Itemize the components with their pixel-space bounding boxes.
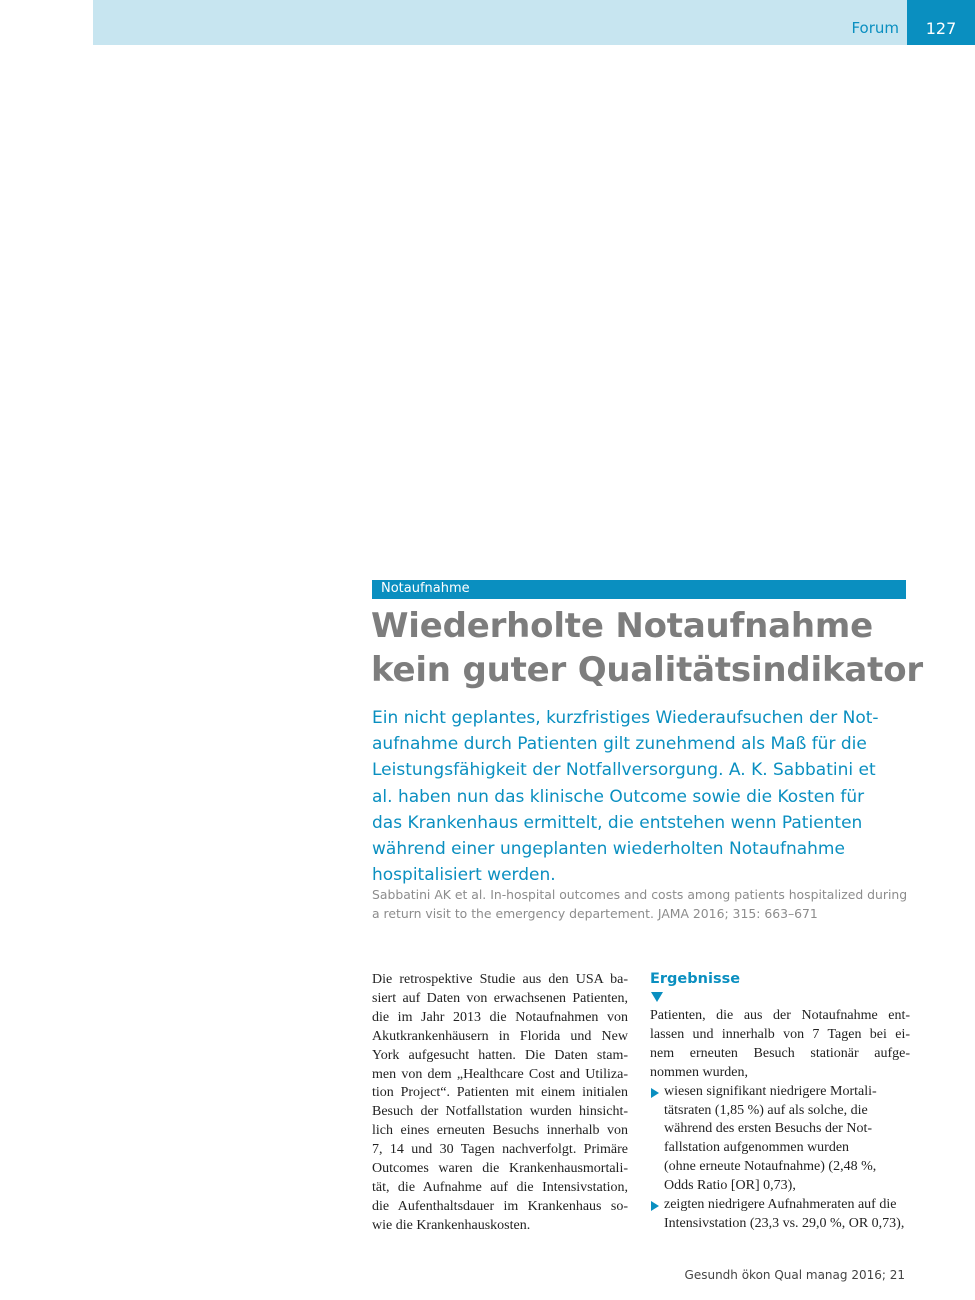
lead-line: Leistungsfähigkeit der Notfallversorgung. A. K. Sabbatini et: [372, 760, 876, 781]
body-line: fallstation aufgenommen wurden: [664, 1140, 850, 1156]
lead-line: aufnahme durch Patienten gilt zunehmend als Maß für die: [372, 734, 867, 755]
body-column-right: [650, 970, 910, 1234]
body-line: Odds Ratio [OR] 0,73),: [664, 1178, 796, 1194]
body-line: lassen und innerhalb von 7 Tagen bei ei-: [650, 1026, 910, 1042]
body-line: während des ersten Besuchs der Not-: [664, 1121, 872, 1137]
triangle-down-icon: [651, 992, 663, 1002]
body-line: lich eines erneuten Besuchs innerhalb von: [372, 1123, 628, 1139]
bullet-arrow-icon: [651, 1088, 659, 1098]
list-item: [650, 1083, 910, 1196]
body-line: siert auf Daten von erwachsenen Patienten,: [372, 990, 628, 1006]
title-line: kein guter Qualitätsindikator: [371, 650, 923, 690]
body-line: nommen wurden,: [650, 1064, 748, 1080]
body-line: tätsraten (1,85 %) auf als solche, die: [664, 1102, 868, 1118]
citation-line: Sabbatini AK et al. In-hospital outcomes and costs among patients hospitalized during: [372, 887, 908, 902]
page-number-box: [907, 0, 975, 45]
section-heading: Ergebnisse: [650, 971, 741, 987]
lead-line: während einer ungeplanten wiederholten Notaufnahme: [372, 839, 845, 860]
lead-line: das Krankenhaus ermittelt, die entstehen wenn Patienten: [372, 812, 863, 833]
lead-line: hospitalisiert werden.: [372, 865, 556, 886]
body-column-left: [372, 971, 628, 1236]
body-line: Outcomes waren die Krankenhausmortali-: [372, 1161, 628, 1177]
body-line: die Aufenthaltsdauer im Krankenhaus so-: [372, 1198, 628, 1214]
article-title: [371, 604, 931, 692]
body-line: (ohne erneute Notaufnahme) (2,48 %,: [664, 1159, 877, 1175]
header-bar: [93, 0, 907, 45]
body-line: Patienten, die aus der Notaufnahme ent-: [650, 1008, 910, 1023]
list-item: [650, 1196, 910, 1234]
body-line: men von dem „Healthcare Cost and Utiliza-: [372, 1066, 628, 1082]
body-line: Akutkrankenhäusern in Florida und New: [372, 1028, 628, 1044]
body-line: 7, 14 und 30 Tagen nachverfolgt. Primäre: [372, 1142, 628, 1158]
lead-line: al. haben nun das klinische Outcome sowie die Kosten für: [372, 786, 865, 807]
title-line: Wiederholte Notaufnahme: [371, 606, 873, 646]
body-line: die im Jahr 2013 die Notaufnahmen von: [372, 1009, 628, 1025]
body-line: nem erneuten Besuch stationär aufge-: [650, 1045, 910, 1061]
lead-line: Ein nicht geplantes, kurzfristiges Wiederaufsuchen der Not-: [372, 708, 879, 728]
article-lead: [372, 705, 932, 888]
citation-line: a return visit to the emergency departement. JAMA 2016; 315: 663–671: [372, 905, 818, 921]
bullet-arrow-icon: [651, 1201, 659, 1211]
body-line: wiesen signifikant niedrigere Mortali-: [664, 1083, 877, 1099]
body-line: Besuch der Notfallstation wurden hinsicht-: [372, 1104, 628, 1120]
body-line: zeigten niedrigere Aufnahmeraten auf die: [664, 1197, 897, 1213]
body-line: tät, die Aufnahme auf die Intensivstation,: [372, 1179, 628, 1195]
journal-footer: Gesundh ökon Qual manag 2016; 21: [684, 1268, 905, 1282]
citation: [372, 886, 932, 923]
body-line: York aufgesucht hatten. Die Daten stam-: [372, 1047, 628, 1063]
body-line: wie die Krankenhauskosten.: [372, 1217, 531, 1233]
body-line: Intensivstation (23,3 vs. 29,0 %, OR 0,73),: [664, 1215, 905, 1231]
body-line: tion Project“. Patienten mit einem initialen: [372, 1085, 628, 1101]
section-label: Forum: [851, 19, 899, 37]
category-bar: [372, 580, 906, 599]
page-number: 127: [925, 19, 957, 38]
body-line: Die retrospektive Studie aus den USA ba-: [372, 972, 628, 987]
category-label: Notaufnahme: [381, 581, 470, 596]
